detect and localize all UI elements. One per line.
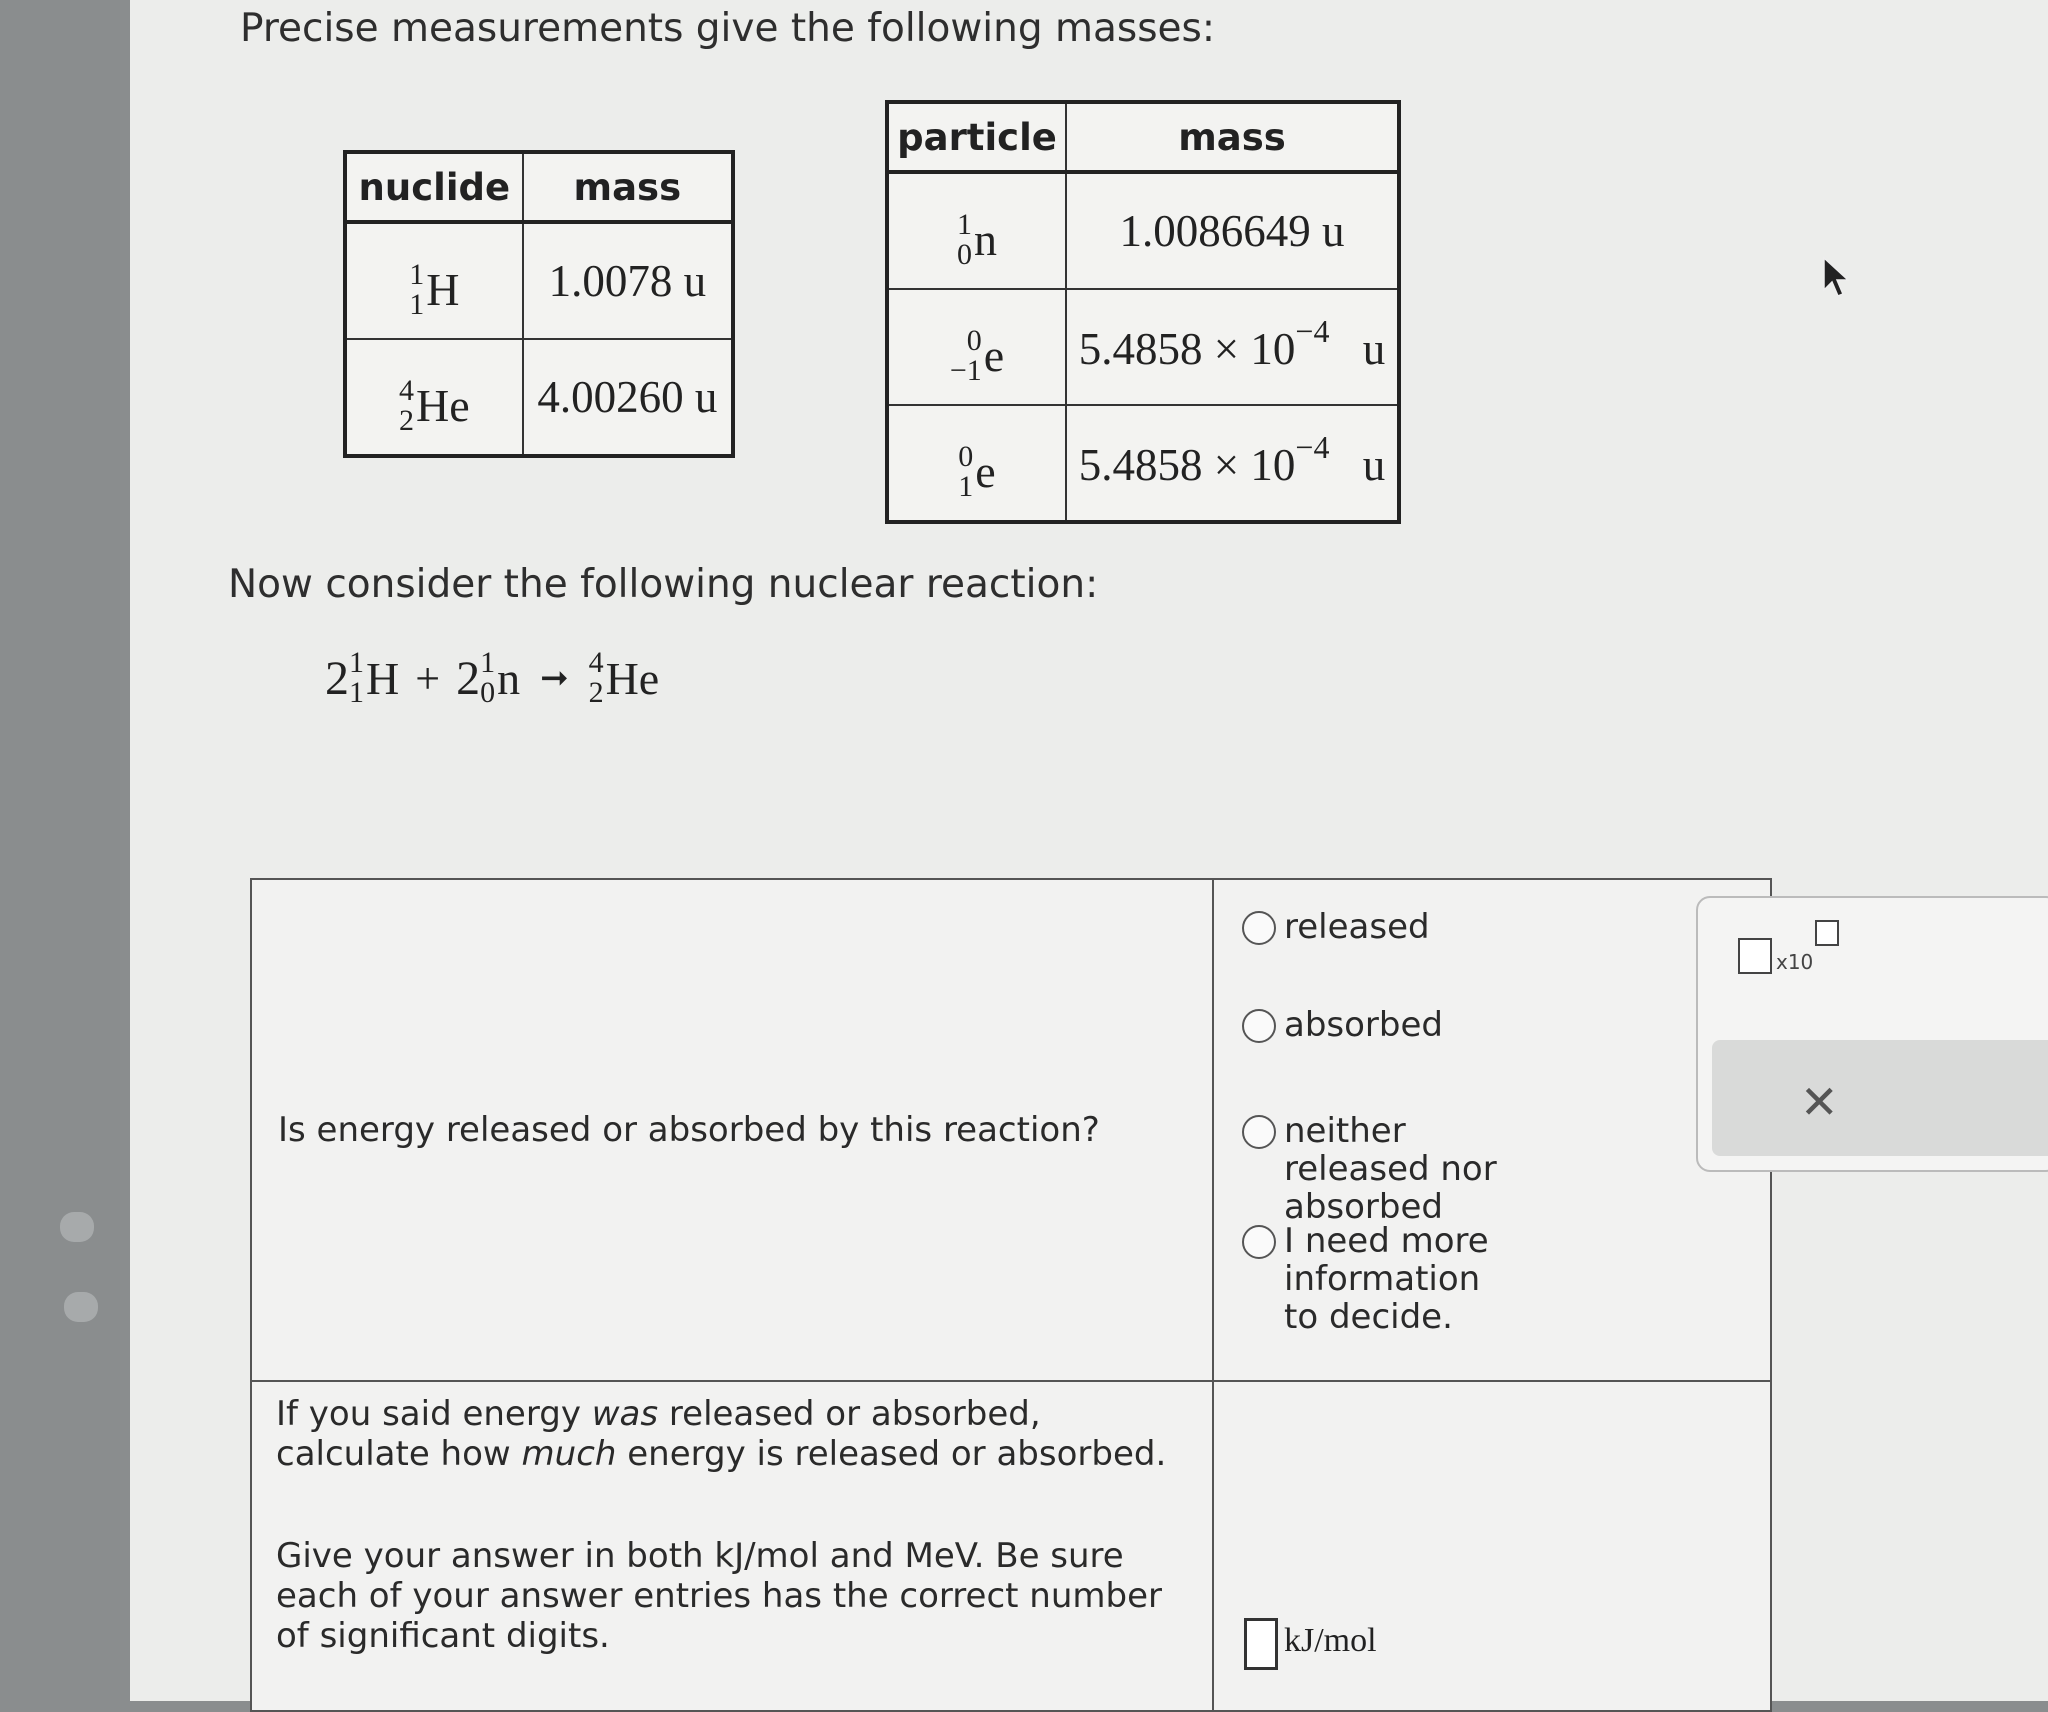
mantissa-box-icon bbox=[1738, 938, 1772, 974]
option-released[interactable]: released bbox=[1242, 908, 1562, 946]
mass-header: mass bbox=[1066, 102, 1399, 172]
table-row bbox=[887, 405, 1399, 522]
mass-cell: $5.4858 \times 10^{-4}$ u bbox=[1066, 289, 1399, 405]
option-neither[interactable]: neither released nor absorbed bbox=[1242, 1112, 1542, 1226]
consider-text: Now consider the following nuclear reaction: bbox=[228, 562, 1099, 607]
particle-table bbox=[885, 100, 1401, 524]
particle-cell: 0 −1 e bbox=[887, 289, 1066, 405]
table-row bbox=[345, 339, 733, 456]
x10-button[interactable]: x10 bbox=[1738, 938, 1839, 974]
tool-bar bbox=[1712, 1040, 2048, 1156]
nuclide-table bbox=[343, 150, 735, 458]
option-need-more-info[interactable]: I need more information to decide. bbox=[1242, 1222, 1522, 1336]
mass-cell: $5.4858 \times 10^{-4}$ u bbox=[1066, 405, 1399, 522]
radio-button[interactable] bbox=[1242, 911, 1276, 945]
question-box bbox=[250, 878, 1772, 1712]
radio-button[interactable] bbox=[1242, 1115, 1276, 1149]
mass-cell: 4.00260 u bbox=[523, 339, 733, 456]
radio-button[interactable] bbox=[1242, 1225, 1276, 1259]
mass-cell: 1.0086649 u bbox=[1066, 172, 1399, 289]
mass-cell: 1.0078 u bbox=[523, 222, 733, 339]
table-row bbox=[887, 289, 1399, 405]
nuclide-header: nuclide bbox=[345, 152, 523, 222]
side-tab[interactable] bbox=[60, 1212, 94, 1242]
mass-header: mass bbox=[523, 152, 733, 222]
table-row bbox=[887, 172, 1399, 289]
nuclide-cell: 4 2 He bbox=[345, 339, 523, 456]
column-divider bbox=[1212, 880, 1214, 1710]
question-how-much: If you said energy was released or absorbed, calculate how much energy is released or absorbed. bbox=[276, 1394, 1167, 1474]
table-row bbox=[345, 222, 733, 339]
intro-text: Precise measurements give the following masses: bbox=[240, 6, 1215, 51]
option-absorbed[interactable]: absorbed bbox=[1242, 1006, 1562, 1044]
exponent-box-icon bbox=[1815, 920, 1839, 946]
radio-button[interactable] bbox=[1242, 1009, 1276, 1043]
answer-input-kjmol[interactable] bbox=[1244, 1618, 1278, 1670]
cursor-icon bbox=[1820, 256, 1850, 298]
particle-cell: 1 0 n bbox=[887, 172, 1066, 289]
answer-unit: kJ/mol bbox=[1284, 1622, 1377, 1659]
question-units: Give your answer in both kJ/mol and MeV. Be sure each of your answer entries has the correct number of significant digits. bbox=[276, 1536, 1162, 1656]
particle-cell: 0 1 e bbox=[887, 405, 1066, 522]
nuclear-reaction: 2 1 1 H + 2 1 0 n ➞ 4 2 He bbox=[325, 646, 660, 709]
arrow-icon: ➞ bbox=[540, 660, 569, 697]
nuclide-cell: 1 1 H bbox=[345, 222, 523, 339]
particle-header: particle bbox=[887, 102, 1066, 172]
close-icon[interactable]: ✕ bbox=[1800, 1075, 1839, 1129]
side-tab[interactable] bbox=[64, 1292, 98, 1322]
question-energy: Is energy released or absorbed by this reaction? bbox=[278, 1110, 1100, 1150]
